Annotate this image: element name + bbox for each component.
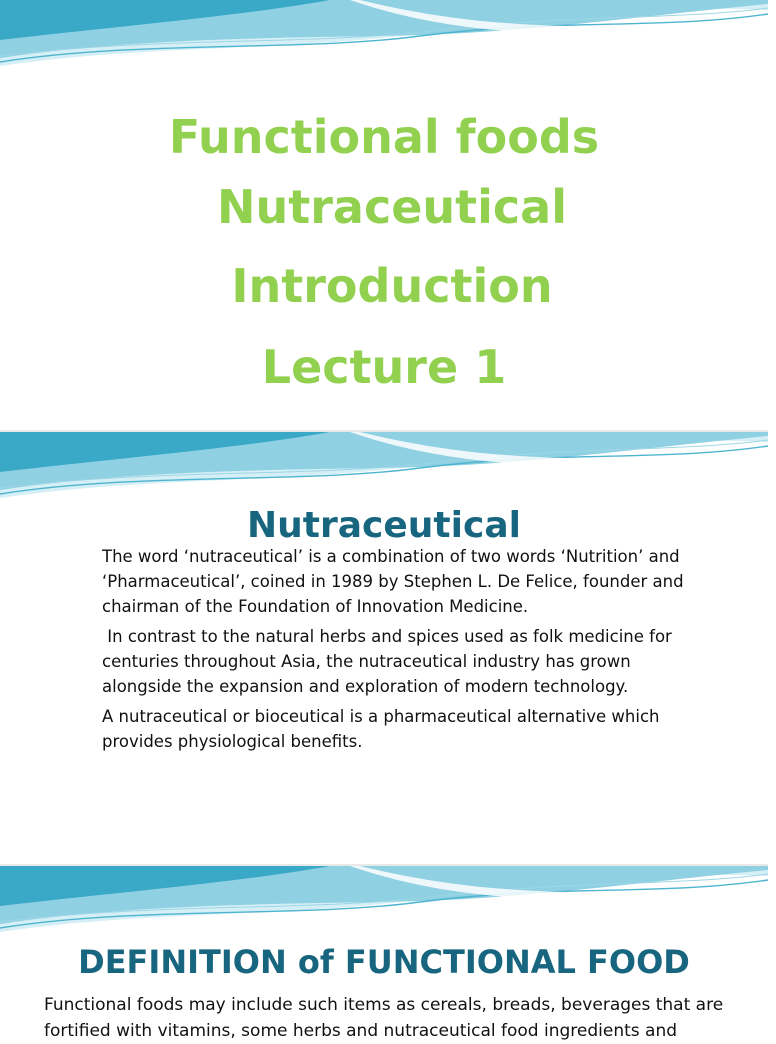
slide-heading: Nutraceutical <box>247 505 521 546</box>
paragraph-3: A nutraceutical or bioceutical is a pharmaceutical alternative which provides physiological benefits. <box>102 707 660 751</box>
title-line-3: Introduction <box>231 259 553 313</box>
wave-banner <box>0 866 768 946</box>
title-line-4: Lecture 1 <box>261 340 507 394</box>
title-line-1: Functional foods <box>168 110 600 164</box>
slide-functional-food-definition <box>0 866 768 1041</box>
slide-heading: DEFINITION of FUNCTIONAL FOOD <box>78 943 690 981</box>
body-text <box>102 544 712 759</box>
paragraph-2: In contrast to the natural herbs and spices used as folk medicine for centuries throughout Asia, the nutraceutical industry has grown alongside the expansion and exploration of modern technology. <box>102 627 678 696</box>
paragraph-1: The word ‘nutraceutical’ is a combination of two words ‘Nutrition’ and ‘Pharmaceutical’, coined in 1989 by Stephen L. De Felice, founder and chairman of the Foundation of Innovation Medicine. <box>102 547 684 616</box>
title-line-2: Nutraceutical <box>216 180 567 234</box>
paragraph-1: Functional foods may include such items as cereals, breads, beverages that are fortified with vitamins, some herbs and nutraceutical food ingredients and <box>44 995 724 1041</box>
slide-nutraceutical <box>0 432 768 864</box>
wave-banner <box>0 0 768 80</box>
wave-banner <box>0 432 768 512</box>
slide-title <box>0 0 768 430</box>
